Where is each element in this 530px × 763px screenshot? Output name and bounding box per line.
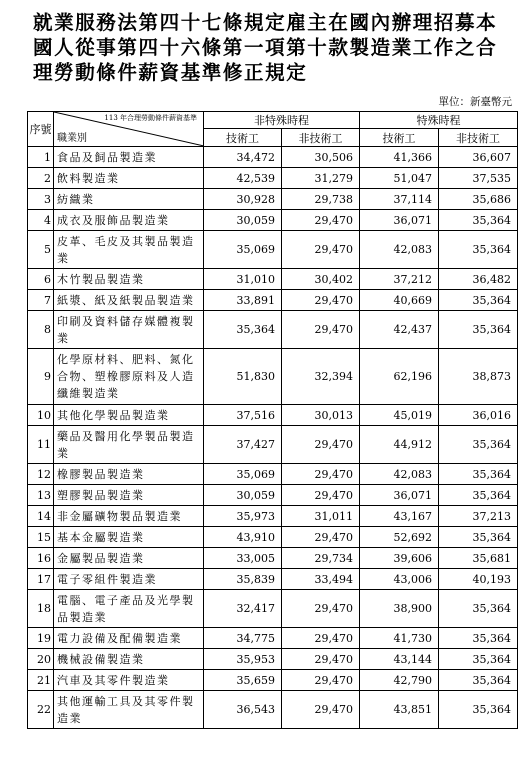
- group-special: 特殊時程: [360, 112, 518, 129]
- row-number: 15: [28, 527, 54, 548]
- row-number: 20: [28, 649, 54, 670]
- row-number: 12: [28, 464, 54, 485]
- special-tech-wage: 43,144: [360, 649, 439, 670]
- industry-name: 其他化學製品製造業: [54, 405, 204, 426]
- row-number: 19: [28, 628, 54, 649]
- group-non-special: 非特殊時程: [204, 112, 360, 129]
- nonspecial-nontech-wage: 31,279: [282, 168, 360, 189]
- industry-name: 機械設備製造業: [54, 649, 204, 670]
- nonspecial-tech-wage: 30,059: [204, 210, 282, 231]
- industry-name: 印刷及資料儲存媒體複製業: [54, 311, 204, 349]
- row-number: 18: [28, 590, 54, 628]
- nonspecial-tech-wage: 51,830: [204, 349, 282, 405]
- industry-name: 非金屬礦物製品製造業: [54, 506, 204, 527]
- wage-table: [27, 111, 518, 729]
- special-tech-wage: 37,212: [360, 269, 439, 290]
- table-row: [28, 569, 518, 590]
- table-row: [28, 485, 518, 506]
- industry-name: 橡膠製品製造業: [54, 464, 204, 485]
- table-row: [28, 210, 518, 231]
- special-nontech-wage: 35,364: [439, 628, 518, 649]
- row-number: 17: [28, 569, 54, 590]
- nonspecial-tech-wage: 37,516: [204, 405, 282, 426]
- special-nontech-wage: 36,482: [439, 269, 518, 290]
- industry-name: 食品及飼品製造業: [54, 147, 204, 168]
- row-number: 10: [28, 405, 54, 426]
- table-row: [28, 548, 518, 569]
- nonspecial-nontech-wage: 29,470: [282, 464, 360, 485]
- industry-name: 化學原材料、肥料、氮化合物、塑橡膠原料及人造纖維製造業: [54, 349, 204, 405]
- row-number: 7: [28, 290, 54, 311]
- nonspecial-tech-wage: 35,364: [204, 311, 282, 349]
- nonspecial-tech-wage: 35,953: [204, 649, 282, 670]
- nonspecial-tech-wage: 30,928: [204, 189, 282, 210]
- diag-bottom-label: 職業別: [57, 133, 87, 144]
- row-number: 13: [28, 485, 54, 506]
- seq-header: 序號: [28, 112, 54, 147]
- row-number: 14: [28, 506, 54, 527]
- row-number: 11: [28, 426, 54, 464]
- special-nontech-wage: 35,364: [439, 527, 518, 548]
- table-row: [28, 311, 518, 349]
- special-nontech-wage: 35,364: [439, 691, 518, 729]
- table-row: [28, 349, 518, 405]
- nonspecial-tech-wage: 31,010: [204, 269, 282, 290]
- row-number: 5: [28, 231, 54, 269]
- special-tech-wage: 42,083: [360, 464, 439, 485]
- nonspecial-tech-wage: 37,427: [204, 426, 282, 464]
- nonspecial-nontech-wage: 29,738: [282, 189, 360, 210]
- row-number: 3: [28, 189, 54, 210]
- nonspecial-nontech-wage: 29,470: [282, 290, 360, 311]
- special-nontech-wage: 37,213: [439, 506, 518, 527]
- special-tech-wage: 37,114: [360, 189, 439, 210]
- special-tech-wage: 41,730: [360, 628, 439, 649]
- table-row: [28, 527, 518, 548]
- nonspecial-tech-wage: 42,539: [204, 168, 282, 189]
- special-nontech-wage: 38,873: [439, 349, 518, 405]
- special-nontech-wage: 35,364: [439, 311, 518, 349]
- special-tech-wage: 38,900: [360, 590, 439, 628]
- special-tech-wage: 42,083: [360, 231, 439, 269]
- nonspecial-nontech-wage: 30,402: [282, 269, 360, 290]
- industry-name: 其他運輸工具及其零件製造業: [54, 691, 204, 729]
- special-tech-wage: 41,366: [360, 147, 439, 168]
- nonspecial-nontech-wage: 29,470: [282, 670, 360, 691]
- special-nontech-wage: 35,364: [439, 590, 518, 628]
- diag-top-label: 113 年合理勞動條件薪資基準: [104, 114, 197, 122]
- industry-name: 紡織業: [54, 189, 204, 210]
- special-nontech-wage: 35,364: [439, 670, 518, 691]
- diagonal-header-cell: [54, 112, 204, 147]
- nonspecial-tech-wage: 35,659: [204, 670, 282, 691]
- industry-name: 飲料製造業: [54, 168, 204, 189]
- nonspecial-nontech-wage: 29,470: [282, 485, 360, 506]
- special-tech-wage: 42,437: [360, 311, 439, 349]
- col-nontech-2: 非技術工: [439, 129, 518, 147]
- nonspecial-nontech-wage: 31,011: [282, 506, 360, 527]
- industry-name: 汽車及其零件製造業: [54, 670, 204, 691]
- row-number: 21: [28, 670, 54, 691]
- document-title: 就業服務法第四十七條規定雇主在國內辦理招募本國人從事第四十六條第一項第十款製造業工作之合理勞動條件薪資基準修正規定: [33, 11, 498, 84]
- table-row: [28, 269, 518, 290]
- special-tech-wage: 45,019: [360, 405, 439, 426]
- special-nontech-wage: 35,364: [439, 210, 518, 231]
- table-row: [28, 231, 518, 269]
- special-nontech-wage: 35,364: [439, 426, 518, 464]
- special-tech-wage: 36,071: [360, 485, 439, 506]
- nonspecial-tech-wage: 35,069: [204, 231, 282, 269]
- industry-name: 紙漿、紙及紙製品製造業: [54, 290, 204, 311]
- row-number: 6: [28, 269, 54, 290]
- nonspecial-nontech-wage: 29,470: [282, 426, 360, 464]
- nonspecial-nontech-wage: 29,470: [282, 590, 360, 628]
- industry-name: 藥品及醫用化學製品製造業: [54, 426, 204, 464]
- industry-name: 塑膠製品製造業: [54, 485, 204, 506]
- industry-name: 成衣及服飾品製造業: [54, 210, 204, 231]
- nonspecial-nontech-wage: 29,470: [282, 691, 360, 729]
- special-nontech-wage: 40,193: [439, 569, 518, 590]
- nonspecial-nontech-wage: 29,734: [282, 548, 360, 569]
- special-tech-wage: 39,606: [360, 548, 439, 569]
- nonspecial-tech-wage: 34,472: [204, 147, 282, 168]
- industry-name: 木竹製品製造業: [54, 269, 204, 290]
- table-row: [28, 670, 518, 691]
- special-nontech-wage: 35,364: [439, 231, 518, 269]
- special-nontech-wage: 35,364: [439, 485, 518, 506]
- nonspecial-tech-wage: 35,839: [204, 569, 282, 590]
- nonspecial-tech-wage: 43,910: [204, 527, 282, 548]
- row-number: 8: [28, 311, 54, 349]
- row-number: 2: [28, 168, 54, 189]
- nonspecial-nontech-wage: 29,470: [282, 628, 360, 649]
- unit-label: 單位：新臺幣元: [438, 96, 512, 108]
- special-tech-wage: 36,071: [360, 210, 439, 231]
- industry-name: 電腦、電子產品及光學製品製造業: [54, 590, 204, 628]
- nonspecial-tech-wage: 32,417: [204, 590, 282, 628]
- nonspecial-nontech-wage: 30,013: [282, 405, 360, 426]
- table-row: [28, 405, 518, 426]
- industry-name: 電力設備及配備製造業: [54, 628, 204, 649]
- row-number: 16: [28, 548, 54, 569]
- special-tech-wage: 40,669: [360, 290, 439, 311]
- col-tech-2: 技術工: [360, 129, 439, 147]
- nonspecial-nontech-wage: 32,394: [282, 349, 360, 405]
- table-row: [28, 649, 518, 670]
- special-nontech-wage: 36,607: [439, 147, 518, 168]
- table-row: [28, 590, 518, 628]
- row-number: 1: [28, 147, 54, 168]
- special-tech-wage: 44,912: [360, 426, 439, 464]
- special-tech-wage: 43,006: [360, 569, 439, 590]
- table-row: [28, 290, 518, 311]
- row-number: 4: [28, 210, 54, 231]
- nonspecial-tech-wage: 30,059: [204, 485, 282, 506]
- nonspecial-tech-wage: 35,973: [204, 506, 282, 527]
- special-nontech-wage: 35,686: [439, 189, 518, 210]
- nonspecial-nontech-wage: 29,470: [282, 231, 360, 269]
- industry-name: 皮革、毛皮及其製品製造業: [54, 231, 204, 269]
- table-row: [28, 426, 518, 464]
- special-tech-wage: 51,047: [360, 168, 439, 189]
- nonspecial-nontech-wage: 29,470: [282, 210, 360, 231]
- special-nontech-wage: 35,364: [439, 464, 518, 485]
- special-nontech-wage: 35,364: [439, 290, 518, 311]
- special-tech-wage: 42,790: [360, 670, 439, 691]
- nonspecial-tech-wage: 33,891: [204, 290, 282, 311]
- nonspecial-tech-wage: 34,775: [204, 628, 282, 649]
- industry-name: 基本金屬製造業: [54, 527, 204, 548]
- nonspecial-nontech-wage: 29,470: [282, 527, 360, 548]
- nonspecial-tech-wage: 33,005: [204, 548, 282, 569]
- special-tech-wage: 43,167: [360, 506, 439, 527]
- table-row: [28, 147, 518, 168]
- nonspecial-tech-wage: 36,543: [204, 691, 282, 729]
- special-tech-wage: 43,851: [360, 691, 439, 729]
- nonspecial-nontech-wage: 29,470: [282, 649, 360, 670]
- nonspecial-nontech-wage: 29,470: [282, 311, 360, 349]
- table-row: [28, 168, 518, 189]
- special-nontech-wage: 35,681: [439, 548, 518, 569]
- special-tech-wage: 52,692: [360, 527, 439, 548]
- industry-name: 電子零組件製造業: [54, 569, 204, 590]
- nonspecial-nontech-wage: 30,506: [282, 147, 360, 168]
- col-tech-1: 技術工: [204, 129, 282, 147]
- row-number: 22: [28, 691, 54, 729]
- nonspecial-nontech-wage: 33,494: [282, 569, 360, 590]
- special-nontech-wage: 36,016: [439, 405, 518, 426]
- table-row: [28, 506, 518, 527]
- col-nontech-1: 非技術工: [282, 129, 360, 147]
- row-number: 9: [28, 349, 54, 405]
- special-nontech-wage: 35,364: [439, 649, 518, 670]
- table-row: [28, 691, 518, 729]
- industry-name: 金屬製品製造業: [54, 548, 204, 569]
- nonspecial-tech-wage: 35,069: [204, 464, 282, 485]
- table-row: [28, 189, 518, 210]
- table-row: [28, 464, 518, 485]
- special-nontech-wage: 37,535: [439, 168, 518, 189]
- special-tech-wage: 62,196: [360, 349, 439, 405]
- table-row: [28, 628, 518, 649]
